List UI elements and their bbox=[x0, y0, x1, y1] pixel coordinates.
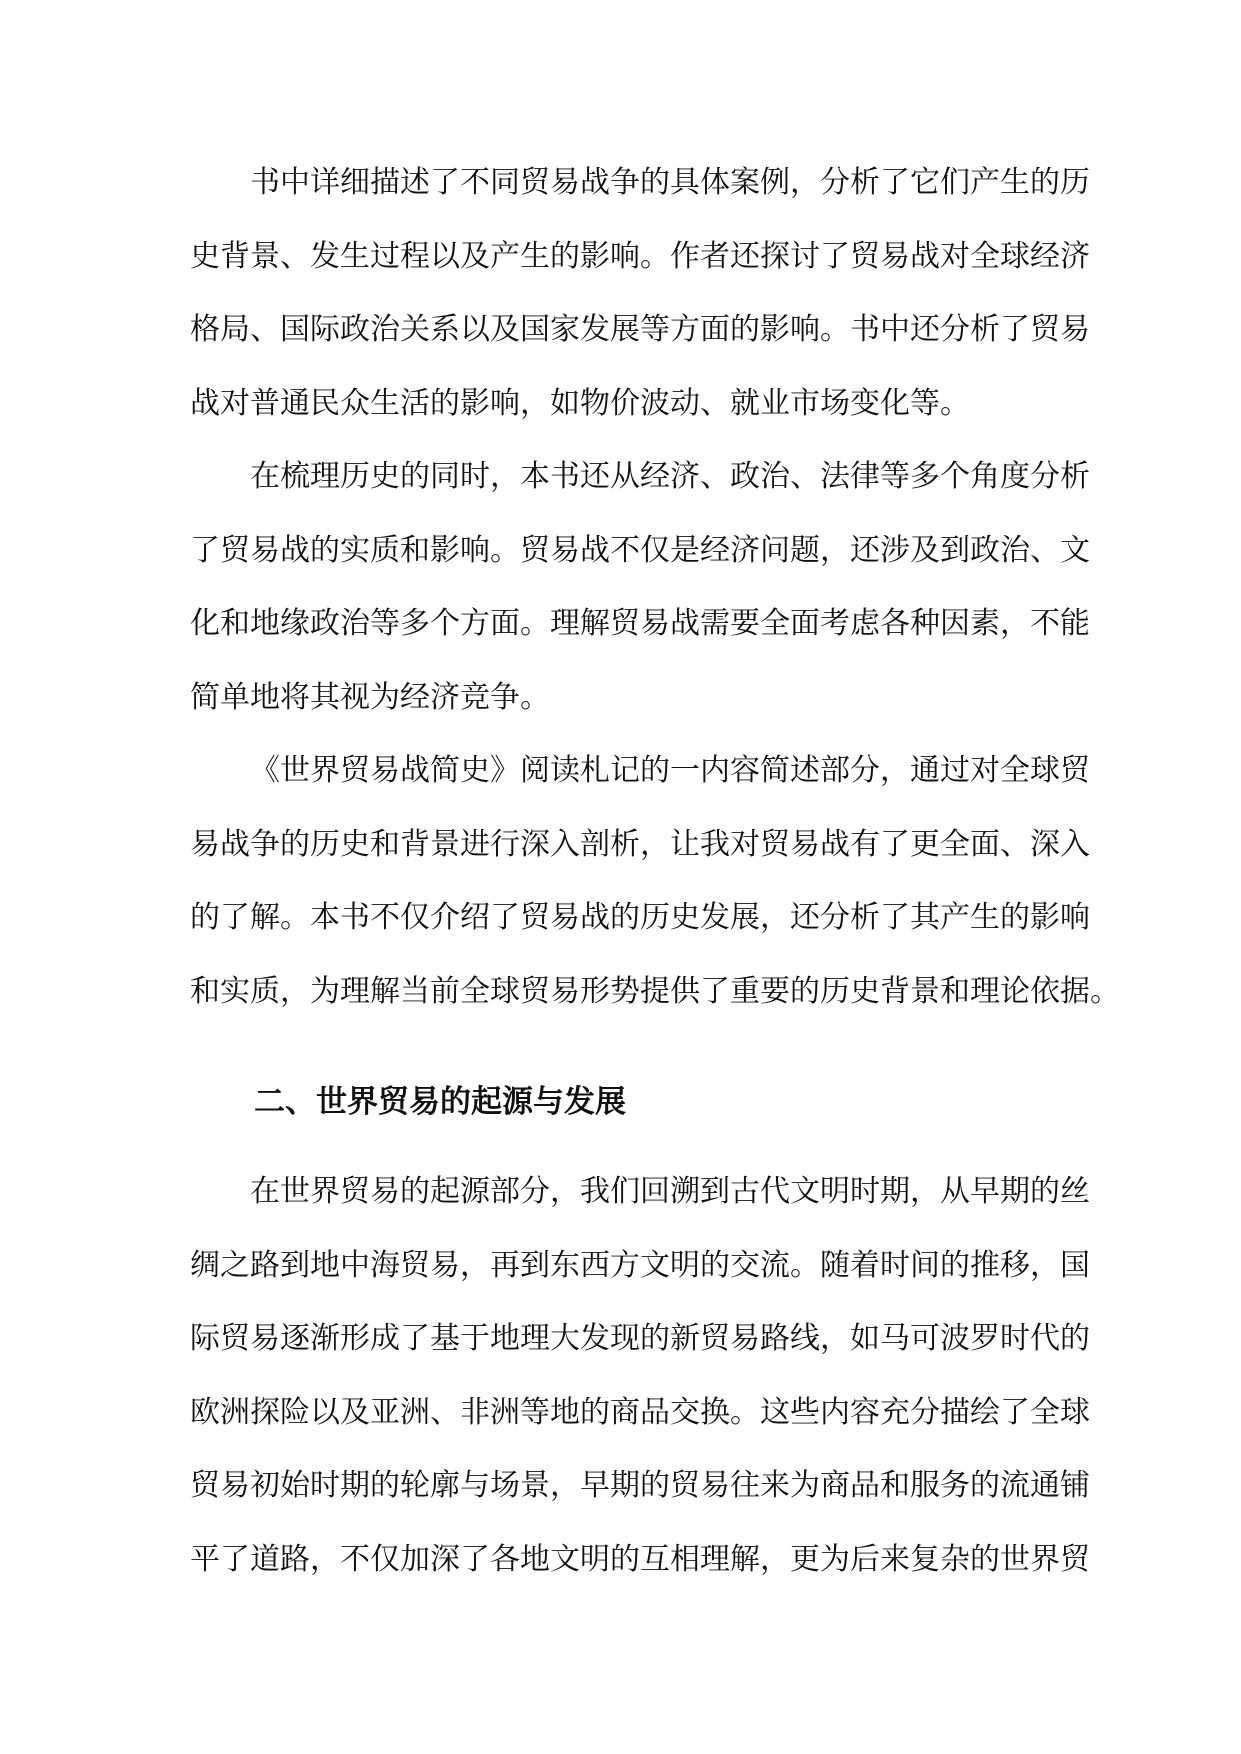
section-heading: 二、世界贸易的起源与发展 bbox=[254, 1084, 626, 1120]
text-line: 《世界贸易战简史》阅读札记的一内容简述部分，通过对全球贸 bbox=[250, 753, 1090, 788]
text-line: 际贸易逐渐形成了基于地理大发现的新贸易路线，如马可波罗时代的 bbox=[190, 1321, 1090, 1356]
text-line: 简单地将其视为经济竞争。 bbox=[190, 679, 550, 715]
text-line: 的了解。本书不仅介绍了贸易战的历史发展，还分析了其产生的影响 bbox=[190, 900, 1090, 935]
text-line: 贸易初始时期的轮廓与场景，早期的贸易往来为商品和服务的流通铺 bbox=[190, 1468, 1090, 1503]
text-line: 在世界贸易的起源部分，我们回溯到古代文明时期，从早期的丝 bbox=[250, 1174, 1090, 1209]
text-line: 易战争的历史和背景进行深入剖析，让我对贸易战有了更全面、深入 bbox=[190, 826, 1090, 862]
paragraph-trade-origins bbox=[190, 1155, 1090, 1596]
text-line: 格局、国际政治关系以及国家发展等方面的影响。书中还分析了贸易 bbox=[190, 312, 1090, 347]
text-line: 化和地缘政治等多个方面。理解贸易战需要全面考虑各种因素，不能 bbox=[190, 606, 1090, 641]
text-line: 在梳理历史的同时，本书还从经济、政治、法律等多个角度分析 bbox=[250, 459, 1090, 494]
paragraph-summary bbox=[190, 734, 1120, 1028]
paragraph-case-studies bbox=[190, 146, 1090, 440]
text-line: 欧洲探险以及亚洲、非洲等地的商品交换。这些内容充分描绘了全球 bbox=[190, 1394, 1090, 1430]
text-line: 史背景、发生过程以及产生的影响。作者还探讨了贸易战对全球经济 bbox=[190, 238, 1090, 274]
text-line: 绸之路到地中海贸易，再到东西方文明的交流。随着时间的推移，国 bbox=[190, 1247, 1090, 1283]
paragraph-analysis-angles bbox=[190, 440, 1090, 734]
text-line: 了贸易战的实质和影响。贸易战不仅是经济问题，还涉及到政治、文 bbox=[190, 532, 1090, 568]
text-line: 和实质，为理解当前全球贸易形势提供了重要的历史背景和理论依据。 bbox=[190, 973, 1120, 1009]
text-line: 战对普通民众生活的影响，如物价波动、就业市场变化等。 bbox=[190, 385, 970, 421]
text-line: 书中详细描述了不同贸易战争的具体案例，分析了它们产生的历 bbox=[250, 165, 1090, 200]
text-line: 平了道路，不仅加深了各地文明的互相理解，更为后来复杂的世界贸 bbox=[190, 1541, 1090, 1577]
page-content bbox=[190, 146, 1120, 1596]
